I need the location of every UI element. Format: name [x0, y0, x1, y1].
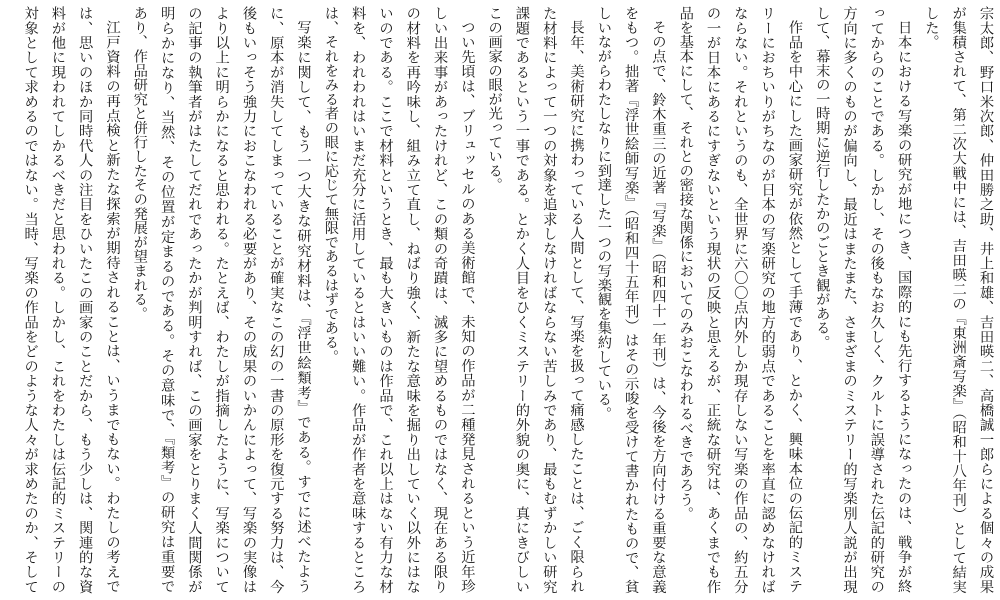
- paragraph: [917, 6, 999, 594]
- text-line: あり、作品研究と併行したその発展が望まれる。: [131, 6, 148, 321]
- text-line: 長年、美術研究に携わっている人間として、写楽を扱って痛感したことは、ごく限られ: [568, 20, 585, 594]
- text-line: の材料を再吟味し、組み立て直し、ねばり強く、新たな意味を掘り出していく以外にはな: [404, 6, 421, 594]
- text-line: 作品を中心にした画家研究が依然として手薄であり、とかく、興味本位の伝記的ミステ: [786, 20, 803, 594]
- text-line: しいながらわたしなりに到達した一つの写楽観を集約している。: [595, 6, 612, 421]
- text-line: して、幕末の一時期に逆行したかのごとき観がある。: [814, 6, 831, 350]
- paragraph: [16, 6, 125, 594]
- text-line: の記事の執筆者がはたしてだれであったかが判明すれば、この画家をとりまく人間関係が: [186, 6, 203, 594]
- text-line: は、それをみる者の眼に応じて無限であるはずである。: [322, 6, 339, 364]
- paragraph: [671, 6, 807, 594]
- text-line: ならない。それというのも、全世界に六〇〇点内外しか現存しない写楽の作品の、約五分: [732, 6, 749, 594]
- text-line: 日本における写楽の研究が地につき、国際的にも先行するようになったのは、戦争が終: [896, 20, 913, 594]
- text-line: の一が日本にあるにすぎないという現状の反映と思えるが、正統な研究は、あくまでも作: [705, 6, 722, 594]
- text-line: この画家の眼が光っている。: [486, 6, 503, 192]
- text-line: 料を、われわれはいまだ充分に活用しているとはいい難い。作品が作者を意味するところ: [350, 6, 367, 594]
- text-line: が集積されて、第二次大戦中には、吉田暎二の『東洲斎写楽』（昭和十八年刊）として結実: [950, 6, 967, 594]
- text-line: しい出来事があったけれど、この類の奇蹟は、滅多に望めるものではなく、現在ある限り: [432, 6, 449, 594]
- text-line: その点で、鈴木重三の近著『写楽』（昭和四十一年刊）は、今後を方向付ける重要な意義: [650, 20, 667, 594]
- paragraph: [808, 6, 917, 594]
- text-line: 課題であるという一事である。とかく人目をひくミステリー的外貌の奥に、真にきびしい: [513, 6, 530, 594]
- text-line: 料が他に現われてしかるべきだと思われる。しかし、これをわたしは伝記的ミステリーの: [49, 6, 66, 594]
- text-line: 明らかになり、当然、その位置が定まるのである。その意味で、『類考』の研究は重要で: [159, 6, 176, 594]
- text-line: つい先頃は、ブリュッセルのある美術館で、未知の作品が二種発見されるという近年珍: [459, 20, 476, 594]
- paragraph: [590, 6, 672, 594]
- text-line: をもつ。拙著『浮世絵師写楽』（昭和四十五年刊）はその示唆を受けて書かれたもので、貧: [623, 6, 640, 594]
- text-line: に、原本が消失してしまっていることが確実なこの幻の一書の原形を復元する努力は、今: [268, 6, 285, 594]
- text-line: 宗太郎、野口米次郎、仲田勝之助、井上和雄、吉田暎二、高橋誠一郎らによる個々の成果: [978, 6, 994, 594]
- text-line: 江戸資料の再点検と新たな探索が期待されることは、いうまでもない。わたしの考えで: [104, 20, 121, 594]
- text-line: 方向に多くのものが偏向し、最近はまたまた、さまざまのミステリー的写楽別人説が出現: [841, 6, 858, 594]
- text-line: 後もいっそう強力におこなわれる必要があり、その成果のいかんによって、写楽の実像は: [240, 6, 257, 594]
- text-line: 写楽に関して、もう一つ大きな研究材料は、『浮世絵類考』である。すでに述べたよう: [295, 20, 312, 594]
- paragraph: [480, 6, 589, 594]
- text-line: いのである。ここで材料というとき、最も大きいものは作品で、これ以上はない有力な材: [377, 6, 394, 594]
- text-line: より以上に明らかになると思われる。たとえば、わたしが指摘したように、写楽について: [213, 6, 230, 594]
- paragraph: [317, 6, 481, 594]
- document-page: [16, 6, 999, 594]
- text-line: は、思いのほか同時代人の注目をひいたこの画家のことだから、もう少しは、関連的な資: [77, 6, 94, 594]
- text-line: 品を基本にして、それとの密接な関係においてのみおこなわれるべきであろう。: [677, 6, 694, 521]
- text-line: した。: [923, 6, 940, 49]
- paragraph: [126, 6, 317, 594]
- text-line: リーにおちいりがちなのが日本の写楽研究の地方的弱点であることを率直に認めなければ: [759, 6, 776, 594]
- text-line: ってからのことである。しかし、その後もなお久しく、クルトに誤導された伝記的研究の: [868, 6, 885, 594]
- text-line: た材料によって一つの対象を追求しなければならない苦しみであり、最もむずかしい研究: [541, 6, 558, 594]
- text-line: 対象として求めるのではない。当時、写楽の作品をどのような人々が求めたのか、そして: [22, 6, 39, 594]
